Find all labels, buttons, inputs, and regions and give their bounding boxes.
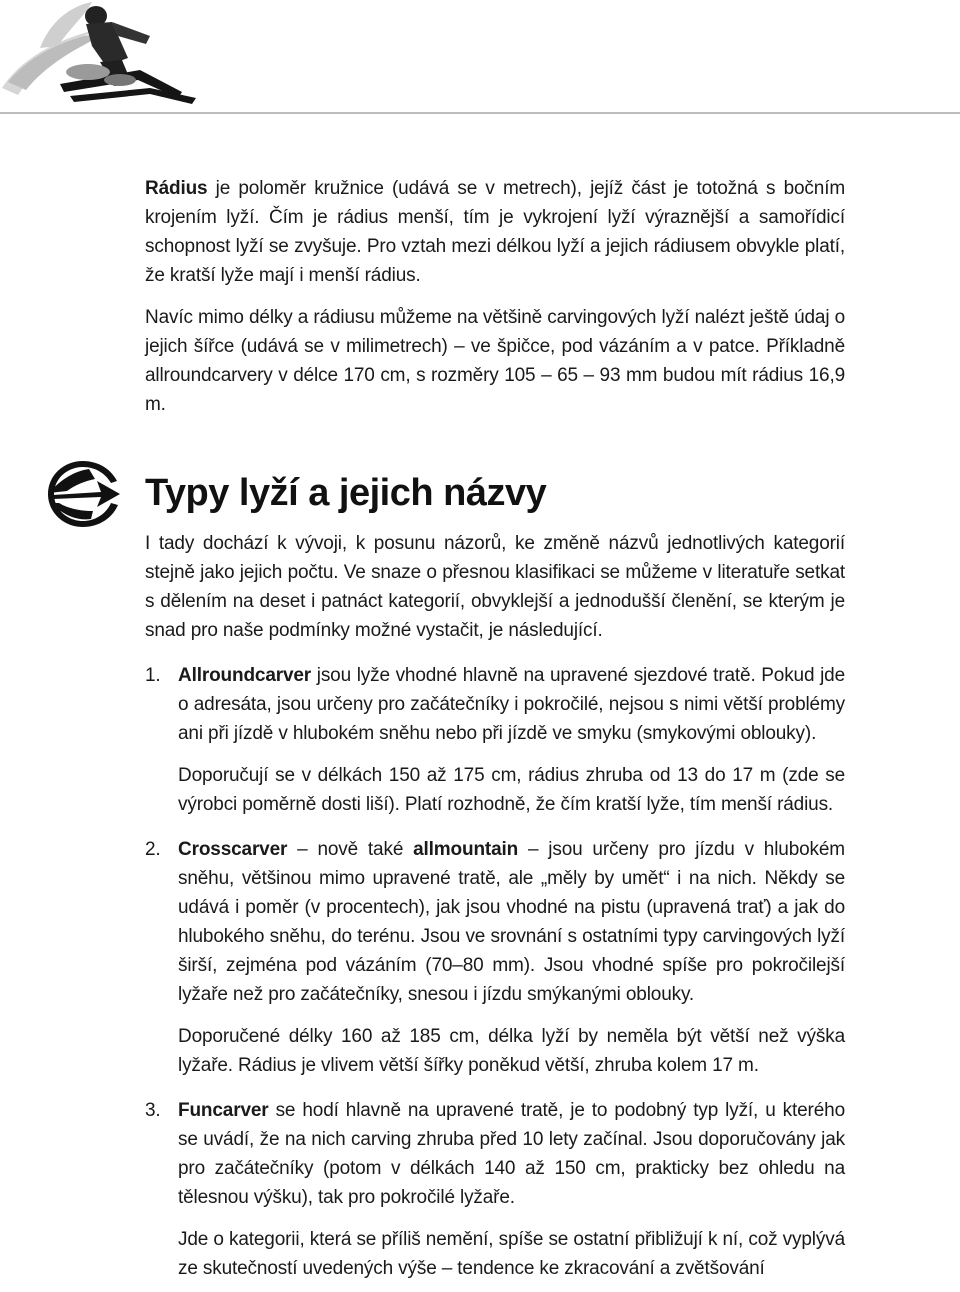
radius-paragraph: Rádius je poloměr kružnice (udává se v metrech), jejíž část je totožná s bočním krojením lyží. Čím je rádius menší, tím je vykrojení lyží výraznější a samořídicí schopnost lyží se zvyšuje. Pro vztah mezi délkou lyží a jejich rádiusem obvykle platí, že kratší lyže mají i menší rádius. — [145, 178, 845, 286]
term-allroundcarver: Allroundcarver — [178, 665, 312, 686]
term-allmountain: allmountain — [413, 839, 519, 860]
width-paragraph: Navíc mimo délky a rádiusu můžeme na většině carvingových lyží nalézt ještě údaj o jejich šířce (udává se v milimetrech) – ve špičce, pod vázáním a v patce. Příkladně allroundcarvery v délce 170 cm, s rozměry 105 – 65 – 93 mm budou mít rádius 16,9 m. — [145, 307, 845, 415]
arrow-right-icon — [45, 459, 121, 529]
term-funcarver: Funcarver — [178, 1100, 269, 1121]
ski-types-list — [145, 661, 845, 1283]
list-item-note: Jde o kategorii, která se příliš nemění, spíše se ostatní přibližují k ní, což vyplývá ze skutečností uvedených výše – tendence ke zkracování a zvětšování — [178, 1229, 845, 1279]
list-number: 3. — [145, 1100, 161, 1121]
list-item: 2. Crosscarver – nově také allmountain – jsou určeny pro jízdu v hlubokém sněhu, většinou mimo upravené tratě, ale „měly by umět“ i na nich. Někdy se udává i poměr (v procentech), jak jsou vhodné na pistu (upravená trať) a jak do hlubokého sněhu, do terénu. Jsou ve srovnání s ostatními typy carvingových lyží širší, zejména pod vázáním (70–80 mm). Jsou vhodné spíše pro pokročilejší lyžaře než pro začátečníky, snesou i jízdu smýkanými oblouky. Doporučené délky 160 až 185 cm, délka lyží by neměla být větší než výška lyžaře. Rádius je vlivem větší šířky poněkud větší, zhruba kolem 17 m. — [145, 835, 845, 1080]
radius-term: Rádius — [145, 178, 208, 199]
header-rule — [0, 112, 960, 114]
term-crosscarver: Crosscarver — [178, 839, 288, 860]
list-item: 1. Allroundcarver jsou lyže vhodné hlavně na upravené sjezdové tratě. Pokud jde o adresáta, jsou určeny pro začátečníky i pokročilé, nejsou s nimi větší problémy ani při jízdě v hlubokém sněhu nebo při jízdě ve smyku (smykovými oblouky). Doporučují se v délkách 150 až 175 cm, rádius zhruba od 13 do 17 m (zde se výrobci poměrně dosti liší). Platí rozhodně, že čím kratší lyže, tím menší rádius. — [145, 661, 845, 819]
list-item-note: Doporučují se v délkách 150 až 175 cm, rádius zhruba od 13 do 17 m (zde se výrobci poměrně dosti liší). Platí rozhodně, že čím kratší lyže, tím menší rádius. — [178, 765, 845, 815]
section-heading: Typy lyží a jejich názvy — [145, 472, 547, 514]
list-number: 2. — [145, 839, 161, 860]
page-content — [145, 174, 845, 1283]
list-item-note: Doporučené délky 160 až 185 cm, délka lyží by neměla být větší než výška lyžaře. Rádius je vlivem větší šířky poněkud větší, zhruba kolem 17 m. — [178, 1026, 845, 1076]
section-intro: I tady dochází k vývoji, k posunu názorů, ke změně názvů jednotlivých kategorií stejně jako jejich počtu. Ve snaze o přesnou klasifikaci se můžeme v literatuře setkat s dělením na deset i patnáct kategorií, obvyklejší a jednodušší členění, se kterým je snad pro naše podmínky možné vystačit, je následující. — [145, 533, 845, 641]
list-item: 3. Funcarver se hodí hlavně na upravené tratě, je to podobný typ lyží, u kterého se uvádí, že na nich carving zhruba před 10 lety začínal. Jsou doporučovány jak pro začátečníky (potom v délkách 140 až 150 cm, prakticky bez ohledu na tělesnou výšku), tak pro pokročilé lyžaře. Jde o kategorii, která se příliš nemění, spíše se ostatní přibližují k ní, což vyplývá ze skutečností uvedených výše – tendence ke zkracování a zvětšování — [145, 1096, 845, 1283]
list-number: 1. — [145, 665, 161, 686]
section-heading-row — [145, 459, 845, 529]
skier-logo — [0, 0, 200, 112]
